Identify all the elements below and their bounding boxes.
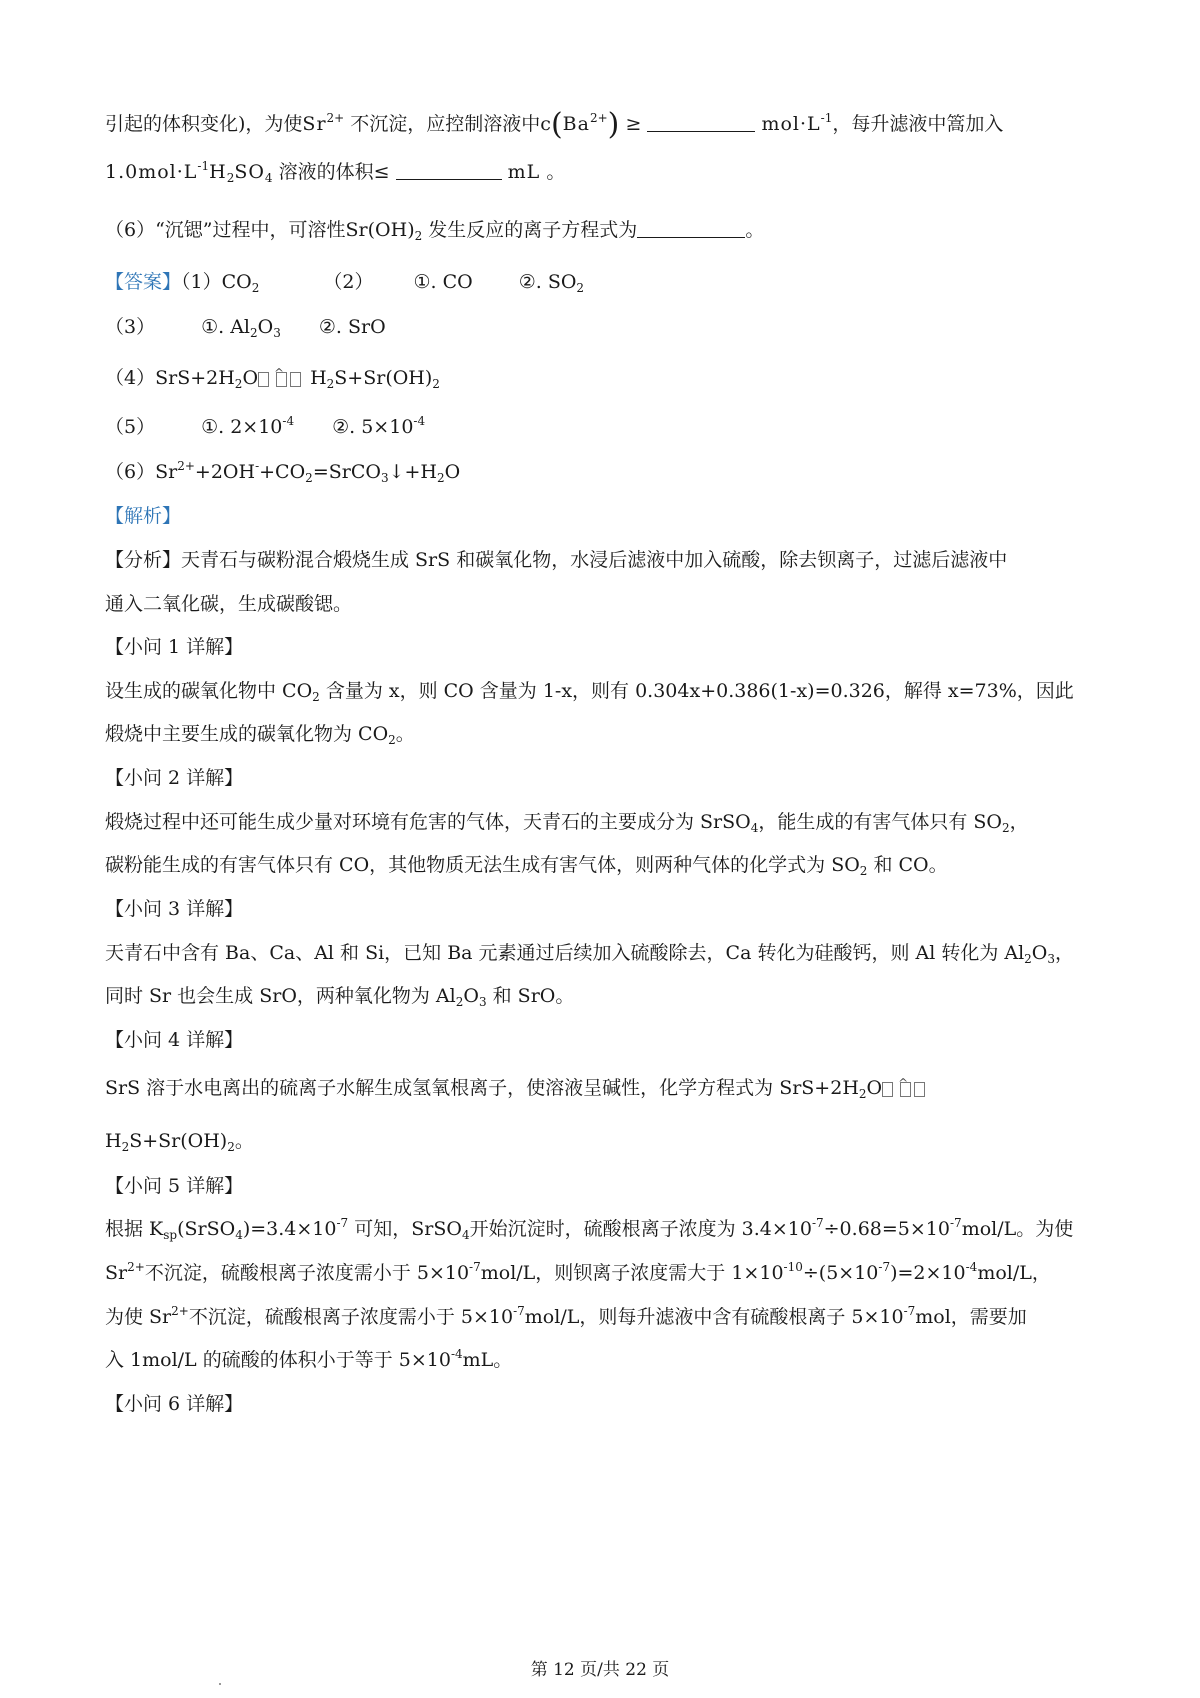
subquestion-heading-5: 【小问 5 详解】 [105, 1175, 244, 1197]
subscript: 2 [388, 733, 396, 747]
text: 。 [745, 219, 765, 241]
exponent: -7 [903, 1304, 916, 1318]
subscript: 3 [478, 995, 487, 1009]
formula: O [257, 316, 274, 338]
formula: c [540, 113, 551, 135]
text: Sr [105, 1262, 128, 1284]
subscript: 4 [235, 1228, 243, 1242]
charge: 2+ [177, 459, 195, 473]
subscript: 2 [455, 995, 464, 1009]
text: ÷0.68=5×10 [823, 1218, 950, 1240]
formula: ②. SrO [318, 316, 386, 338]
text: 不沉淀，硫酸根离子浓度需小于 5×10 [188, 1306, 514, 1328]
text: 不沉淀，硫酸根离子浓度需小于 5×10 [144, 1262, 470, 1284]
q5-line-2 [105, 1259, 1100, 1287]
label: （3） [105, 316, 156, 338]
text: ，能生成的有害气体只有 SO [758, 811, 1003, 833]
subscript: 2 [1024, 952, 1032, 966]
analysis-summary-line-1: 【分析】天青石与碳粉混合煅烧生成 SrS 和碳氧化物，水浸后滤液中加入硫酸，除去钡离子，过滤后滤液中 [105, 549, 1008, 571]
q1-line-2 [105, 720, 1100, 748]
subscript: 2 [305, 471, 313, 485]
answer-tag: 【答案】 [105, 271, 182, 293]
formula: SO [234, 161, 265, 183]
formula: Sr(OH) [345, 219, 415, 241]
charge: - [255, 459, 260, 473]
exponent: -7 [336, 1216, 349, 1230]
formula: O [242, 367, 259, 389]
subscript: 2 [858, 1087, 867, 1101]
charge: 2+ [326, 111, 345, 125]
answer-blank[interactable] [647, 113, 755, 132]
subscript: 2 [250, 326, 258, 340]
subscript: 4 [750, 821, 759, 835]
q3-line-1 [105, 939, 1100, 967]
formula: =SrCO [312, 461, 381, 483]
subscript: 2 [432, 377, 440, 391]
text: )=2×10 [890, 1262, 966, 1284]
text: (SrSO [177, 1218, 236, 1240]
text: 发生反应的离子方程式为 [428, 219, 638, 241]
text: mol/L。为使 [961, 1218, 1074, 1240]
question-line-3 [105, 216, 1100, 244]
subscript: 3 [380, 471, 389, 485]
q4-line-2 [105, 1127, 1100, 1155]
text: mol/L， [977, 1262, 1051, 1284]
formula: ①. CO [413, 271, 473, 293]
formula: Ba [562, 113, 590, 135]
text: )=3.4×10 [242, 1218, 337, 1240]
text: ， [1055, 942, 1075, 964]
answer-line-4 [105, 364, 1100, 392]
unit: mL [507, 161, 541, 183]
text: mol/L，则钡离子浓度需大于 1×10 [480, 1262, 784, 1284]
label: （4） [105, 367, 156, 389]
q2-line-2 [105, 851, 1100, 879]
formula: SrS+2H [155, 367, 235, 389]
formula: Sr [302, 113, 327, 135]
text: 天青石中含有 Ba、Ca、Al 和 Si，已知 Ba 元素通过后续加入硫酸除去，Ca 转化为硅酸钙，则 Al 转化为 Al [105, 942, 1025, 964]
text: 和 CO。 [873, 854, 948, 876]
formula: +CO [259, 461, 306, 483]
unit: 1.0mol·L [105, 161, 198, 183]
text: 设生成的碳氧化物中 CO [105, 680, 313, 702]
exponent: -7 [469, 1260, 481, 1274]
formula: ②. SO [518, 271, 577, 293]
text: （6）“沉锶”过程中，可溶性 [105, 219, 346, 241]
q5-line-4 [105, 1346, 1100, 1374]
subscript: sp [163, 1228, 178, 1242]
formula: H [310, 367, 327, 389]
text: ，每升滤液中篙加入 [832, 113, 1004, 135]
q5-line-3 [105, 1303, 1100, 1331]
label: （2） [323, 271, 374, 293]
text: mol/L，则每升滤液中含有硫酸根离子 5×10 [524, 1306, 904, 1328]
text: 入 1mol/L 的硫酸的体积小于等于 5×10 [105, 1349, 451, 1371]
exponent: -4 [450, 1347, 463, 1361]
text: 含量为 x，则 CO 含量为 1-x，则有 0.304x+0.386(1-x)=0.326，解得 x=73%，因此 [325, 680, 1074, 702]
exponent: -4 [282, 414, 295, 428]
formula: H [209, 161, 227, 183]
exponent: -7 [949, 1216, 962, 1230]
formula: Sr [155, 461, 178, 483]
text: 引起的体积变化)，为使 [105, 113, 303, 135]
exponent: -4 [413, 414, 426, 428]
exponent: -4 [965, 1260, 978, 1274]
text: 根据 K [105, 1218, 164, 1240]
subscript: 3 [273, 326, 281, 340]
equilibrium-heat-icon: ^ [258, 367, 304, 387]
unit: mol·L [761, 113, 821, 135]
text: 煅烧中主要生成的碳氧化物为 CO [105, 723, 389, 745]
charge: 2+ [589, 111, 608, 125]
subscript: 2 [227, 1140, 235, 1154]
text: 同时 Sr 也会生成 SrO，两种氧化物为 Al [105, 985, 456, 1007]
q4-line-1 [105, 1074, 1100, 1102]
subquestion-heading-1: 【小问 1 详解】 [105, 636, 244, 658]
formula: ↓+H [388, 461, 438, 483]
subscript: 2 [859, 864, 868, 878]
subscript: 2 [437, 471, 445, 485]
subscript: 2 [1002, 821, 1010, 835]
text: 。 [234, 1130, 254, 1152]
text: 开始沉淀时，硫酸根离子浓度为 3.4×10 [469, 1218, 812, 1240]
text: ÷(5×10 [802, 1262, 879, 1284]
text: mol，需要加 [915, 1306, 1027, 1328]
formula: ①. Al [201, 316, 251, 338]
subscript: 2 [312, 690, 320, 704]
text: 溶液的体积≤ [278, 161, 390, 183]
charge: 2+ [127, 1260, 145, 1274]
analysis-summary-line-2: 通入二氧化碳，生成碳酸锶。 [105, 593, 353, 615]
subquestion-heading-2: 【小问 2 详解】 [105, 767, 244, 789]
label: （6） [105, 461, 156, 483]
subscript: 2 [234, 377, 243, 391]
text: 可知，SrSO [354, 1218, 462, 1240]
answer-blank[interactable] [637, 219, 745, 238]
answer-line-6 [105, 458, 1100, 486]
subquestion-heading-6: 【小问 6 详解】 [105, 1393, 244, 1415]
text: ， [1009, 811, 1029, 833]
text: SrS 溶于水电离出的硫离子水解生成氢氧根离子，使溶液呈碱性，化学方程式为 SrS+2H [105, 1077, 859, 1099]
exponent: -7 [513, 1304, 525, 1318]
subquestion-heading-4: 【小问 4 详解】 [105, 1029, 244, 1051]
answer-blank[interactable] [396, 161, 502, 180]
subscript: 2 [226, 171, 235, 185]
question-line-2 [105, 158, 1100, 186]
formula: O [463, 985, 479, 1007]
scan-speck [219, 1683, 221, 1685]
formula: O [866, 1077, 883, 1099]
symbol: ≥ [625, 113, 642, 135]
text: 煅烧过程中还可能生成少量对环境有危害的气体，天青石的主要成分为 SrSO [105, 811, 751, 833]
subscript: 3 [1047, 952, 1056, 966]
text: 和 SrO。 [492, 985, 575, 1007]
text: 。 [546, 161, 566, 183]
q2-line-1 [105, 808, 1100, 836]
subquestion-heading-3: 【小问 3 详解】 [105, 898, 244, 920]
text: 不沉淀，应控制溶液中 [350, 113, 541, 135]
label: （1） [181, 271, 222, 293]
label: （5） [105, 416, 156, 438]
subscript: 2 [121, 1140, 130, 1154]
exponent: -1 [197, 159, 210, 173]
formula: O [444, 461, 461, 483]
equilibrium-heat-icon: ^ [882, 1077, 928, 1097]
exponent: -7 [811, 1216, 824, 1230]
exponent: -10 [783, 1260, 803, 1274]
charge: 2+ [171, 1304, 189, 1318]
formula: CO [221, 271, 252, 293]
subscript: 2 [414, 229, 423, 243]
text: 。 [395, 723, 415, 745]
formula: S+Sr(OH) [334, 367, 433, 389]
formula: ①. 2×10 [201, 416, 283, 438]
formula: +2OH [194, 461, 256, 483]
answer-line-3 [105, 313, 1100, 341]
exponent: -1 [820, 111, 833, 125]
q1-line-1 [105, 677, 1100, 705]
analysis-tag: 【解析】 [105, 505, 182, 527]
subscript: 4 [461, 1228, 470, 1242]
answer-line-1 [105, 268, 1100, 296]
subscript: 2 [251, 281, 260, 295]
formula: O [1031, 942, 1048, 964]
question-line-1: 引起的体积变化)，为使$Sr^{2+}$ 不沉淀，应控制溶液中$c(Ba^{2+}) \ge mol\cdot L^{-1}$，每升滤液中篙加入 [105, 107, 1004, 142]
page-number: 第 12 页/共 22 页 [530, 1660, 670, 1680]
subscript: 4 [264, 171, 273, 185]
q5-line-1 [105, 1215, 1100, 1243]
answer-line-5 [105, 413, 1100, 441]
formula: S+Sr(OH) [129, 1130, 228, 1152]
exponent: -7 [878, 1260, 891, 1274]
formula: H [105, 1130, 122, 1152]
subscript: 2 [326, 377, 335, 391]
text: 碳粉能生成的有害气体只有 CO，其他物质无法生成有害气体，则两种气体的化学式为 SO [105, 854, 860, 876]
q3-line-2 [105, 982, 1100, 1010]
text: 为使 Sr [105, 1306, 172, 1328]
formula: ②. 5×10 [332, 416, 414, 438]
subscript: 2 [576, 281, 585, 295]
text: mL。 [462, 1349, 513, 1371]
